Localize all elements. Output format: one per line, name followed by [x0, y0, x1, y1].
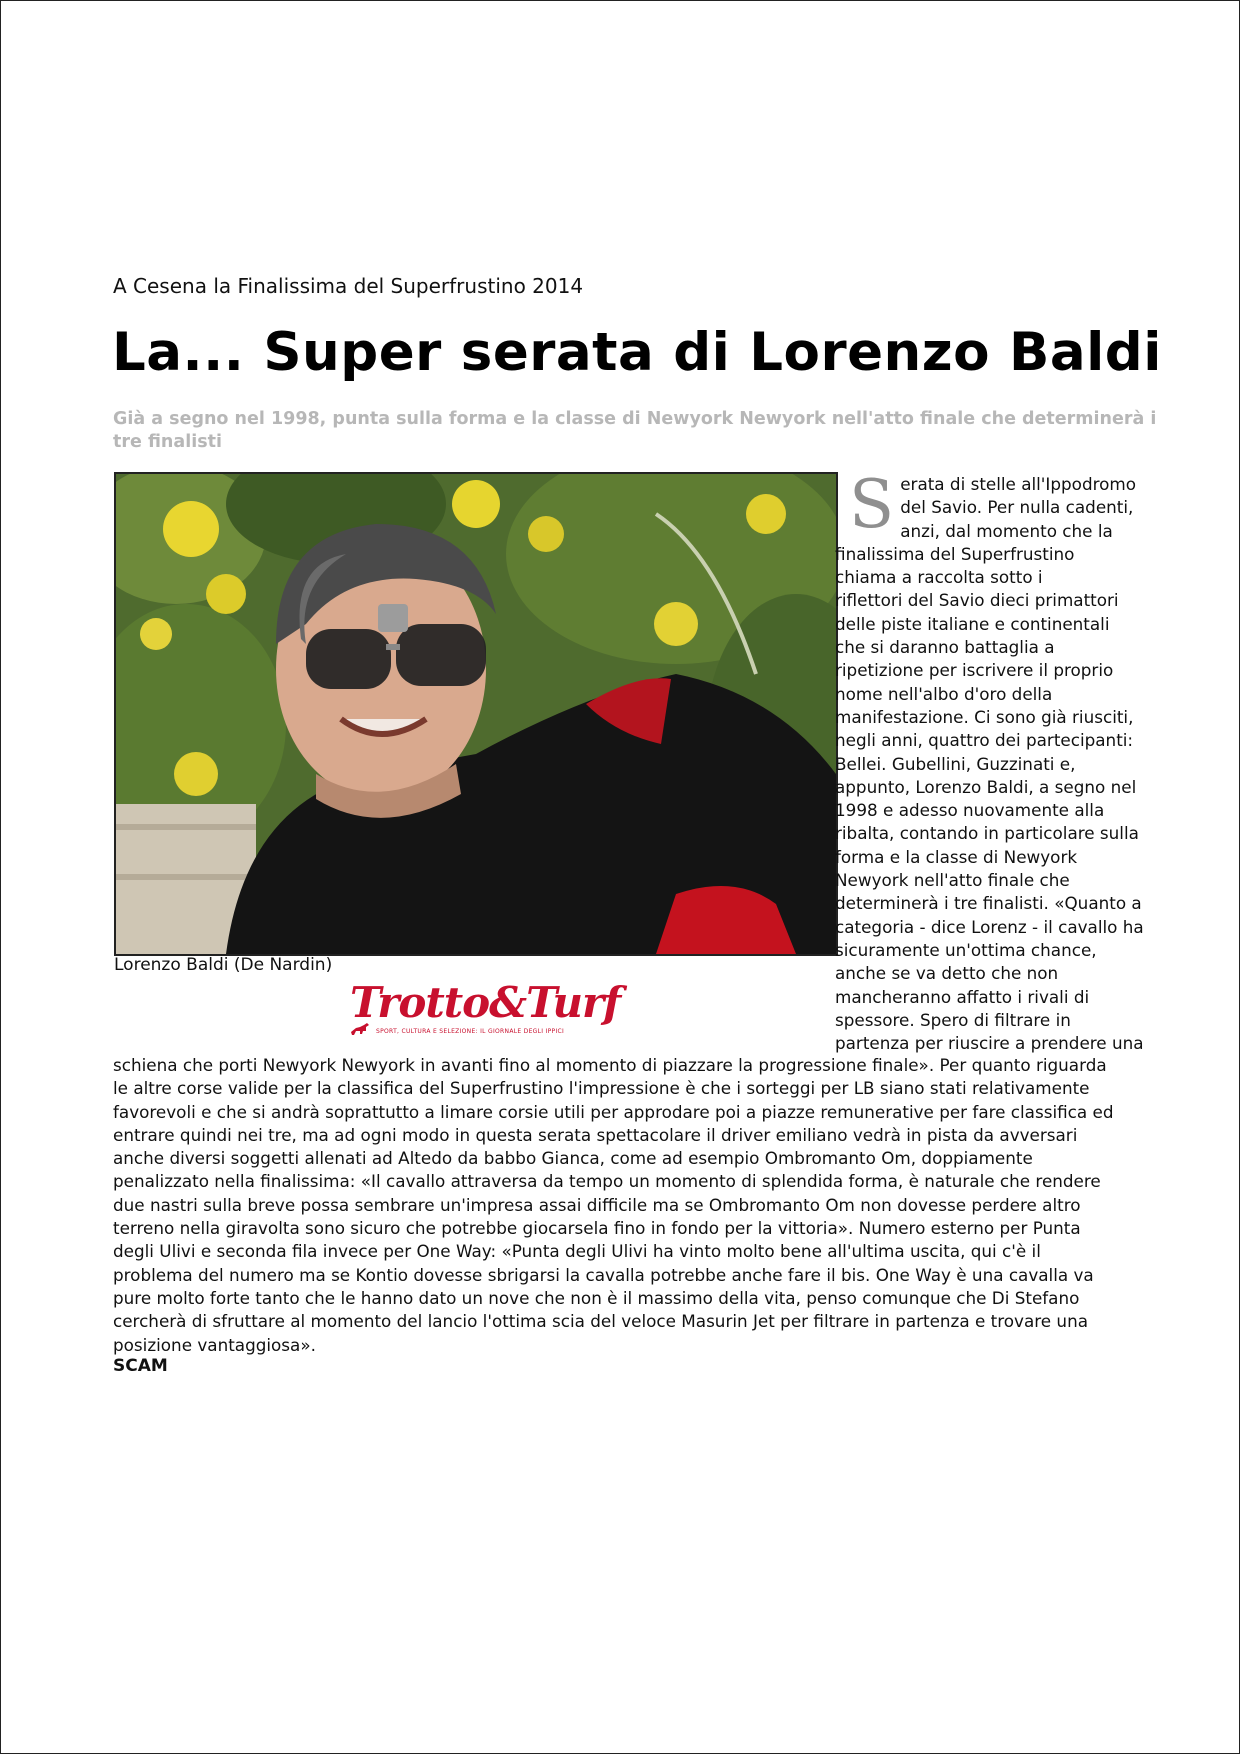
article-signature: SCAM	[113, 1356, 168, 1376]
body-line: due nastri sulla breve possa sembrare un'impresa assai difficile ma se Ombromanto Om non dovesse perdere altro	[113, 1194, 1081, 1215]
body-line: schiena che porti Newyork Newyork in avanti fino al momento di piazzare la progressione finale». Per quanto riguarda	[113, 1055, 1107, 1075]
column-line: spessore. Spero di filtrare in	[835, 1009, 1071, 1030]
logo-tagline: SPORT, CULTURA E SELEZIONE: IL GIORNALE DEGLI IPPICI	[376, 1028, 565, 1035]
body-line: anche diversi soggetti allenati ad Altedo da babbo Gianca, come ad esempio Ombromanto Om, doppiamente	[113, 1148, 1033, 1169]
body-line: degli Ulivi e seconda fila invece per One Way: «Punta degli Ulivi ha vinto molto bene all'ultima uscita, qui c'è il	[113, 1241, 1041, 1262]
column-line: 1998 e adesso nuovamente alla	[835, 800, 1105, 821]
column-line: anche se va detto che non	[835, 963, 1059, 984]
column-line: categoria - dice Lorenz - il cavallo ha	[835, 916, 1144, 937]
drop-cap: S	[849, 466, 895, 543]
body-line: entrare quindi nei tre, ma ad ogni modo in questa serata spettacolare il driver emiliano vedrà in pista da avversari	[113, 1124, 1078, 1145]
body-line: penalizzato nella finalissima: «Il cavallo attraversa da tempo un momento di splendida forma, è naturale che rendere	[113, 1171, 1101, 1192]
body-line: posizione vantaggiosa».	[113, 1334, 316, 1355]
column-line: forma e la classe di Newyork	[835, 846, 1078, 867]
column-line: appunto, Lorenzo Baldi, a segno nel	[835, 776, 1137, 797]
photo-caption: Lorenzo Baldi (De Nardin)	[114, 955, 333, 975]
portrait-photo	[116, 474, 836, 954]
publication-logo	[350, 978, 621, 1048]
article-headline: La... Super serata di Lorenzo Baldi	[112, 322, 1162, 383]
article-body-text	[113, 1054, 1173, 1357]
column-line: erata di stelle all'Ippodromo	[900, 474, 1137, 494]
article-subhead: Già a segno nel 1998, punta sulla forma e la classe di Newyork Newyork nell'atto finale che determinerà i tre finalisti	[113, 409, 1157, 452]
column-line: ripetizione per iscrivere il proprio	[835, 660, 1114, 681]
column-line: negli anni, quattro dei partecipanti:	[835, 730, 1134, 751]
body-line: problema del numero ma se Kontio dovesse sbrigarsi la cavalla potrebbe anche fare il bis. One Way è una cavalla va	[113, 1264, 1094, 1285]
column-line: nome nell'albo d'oro della	[835, 683, 1053, 704]
article-column-text	[835, 466, 1170, 1055]
column-line: riflettori del Savio dieci primattori	[835, 590, 1119, 611]
column-line: che si daranno battaglia a	[835, 637, 1055, 658]
horse-icon	[350, 1022, 372, 1036]
article-photo	[114, 472, 838, 956]
column-line: anzi, dal momento che la	[900, 520, 1113, 541]
body-line: terreno nella giravolta sono sicuro che potrebbe giocarsela fino in fondo per la vittoria». Numero esterno per Punta	[113, 1218, 1081, 1239]
body-line: cercherà di sfruttare al momento del lancio l'ottima scia del veloce Masurin Jet per filtrare in partenza e trovare una	[113, 1311, 1088, 1332]
column-line: sicuramente un'ottima chance,	[835, 939, 1097, 960]
column-line: delle piste italiane e continentali	[835, 613, 1110, 634]
column-line: manifestazione. Ci sono già riusciti,	[835, 706, 1134, 727]
column-line: determinerà i tre finalisti. «Quanto a	[835, 893, 1142, 914]
column-line: Bellei. Gubellini, Guzzinati e,	[835, 753, 1076, 774]
column-line: chiama a raccolta sotto i	[835, 567, 1043, 588]
column-line: finalissima del Superfrustino	[835, 543, 1075, 564]
column-line: partenza per riuscire a prendere una	[835, 1033, 1144, 1054]
body-line: favorevoli e che si andrà soprattutto a limare corsie utili per approdare poi a piazze remunerative per fare classifica ed	[113, 1101, 1114, 1122]
column-line: Newyork nell'atto finale che	[835, 870, 1070, 891]
column-line: mancheranno affatto i rivali di	[835, 986, 1090, 1007]
column-line: del Savio. Per nulla cadenti,	[900, 497, 1134, 518]
logo-wordmark: Trotto&Turf	[350, 978, 621, 1027]
body-line: le altre corse valide per la classifica del Superfrustino l'impressione è che i sorteggi per LB siano stati relativamente	[113, 1078, 1090, 1099]
column-line: ribalta, contando in particolare sulla	[835, 823, 1139, 844]
body-line: pure molto forte tanto che le hanno dato un nove che non è il massimo della vita, penso comunque che Di Stefano	[113, 1287, 1080, 1308]
article-kicker: A Cesena la Finalissima del Superfrustino 2014	[113, 274, 584, 298]
